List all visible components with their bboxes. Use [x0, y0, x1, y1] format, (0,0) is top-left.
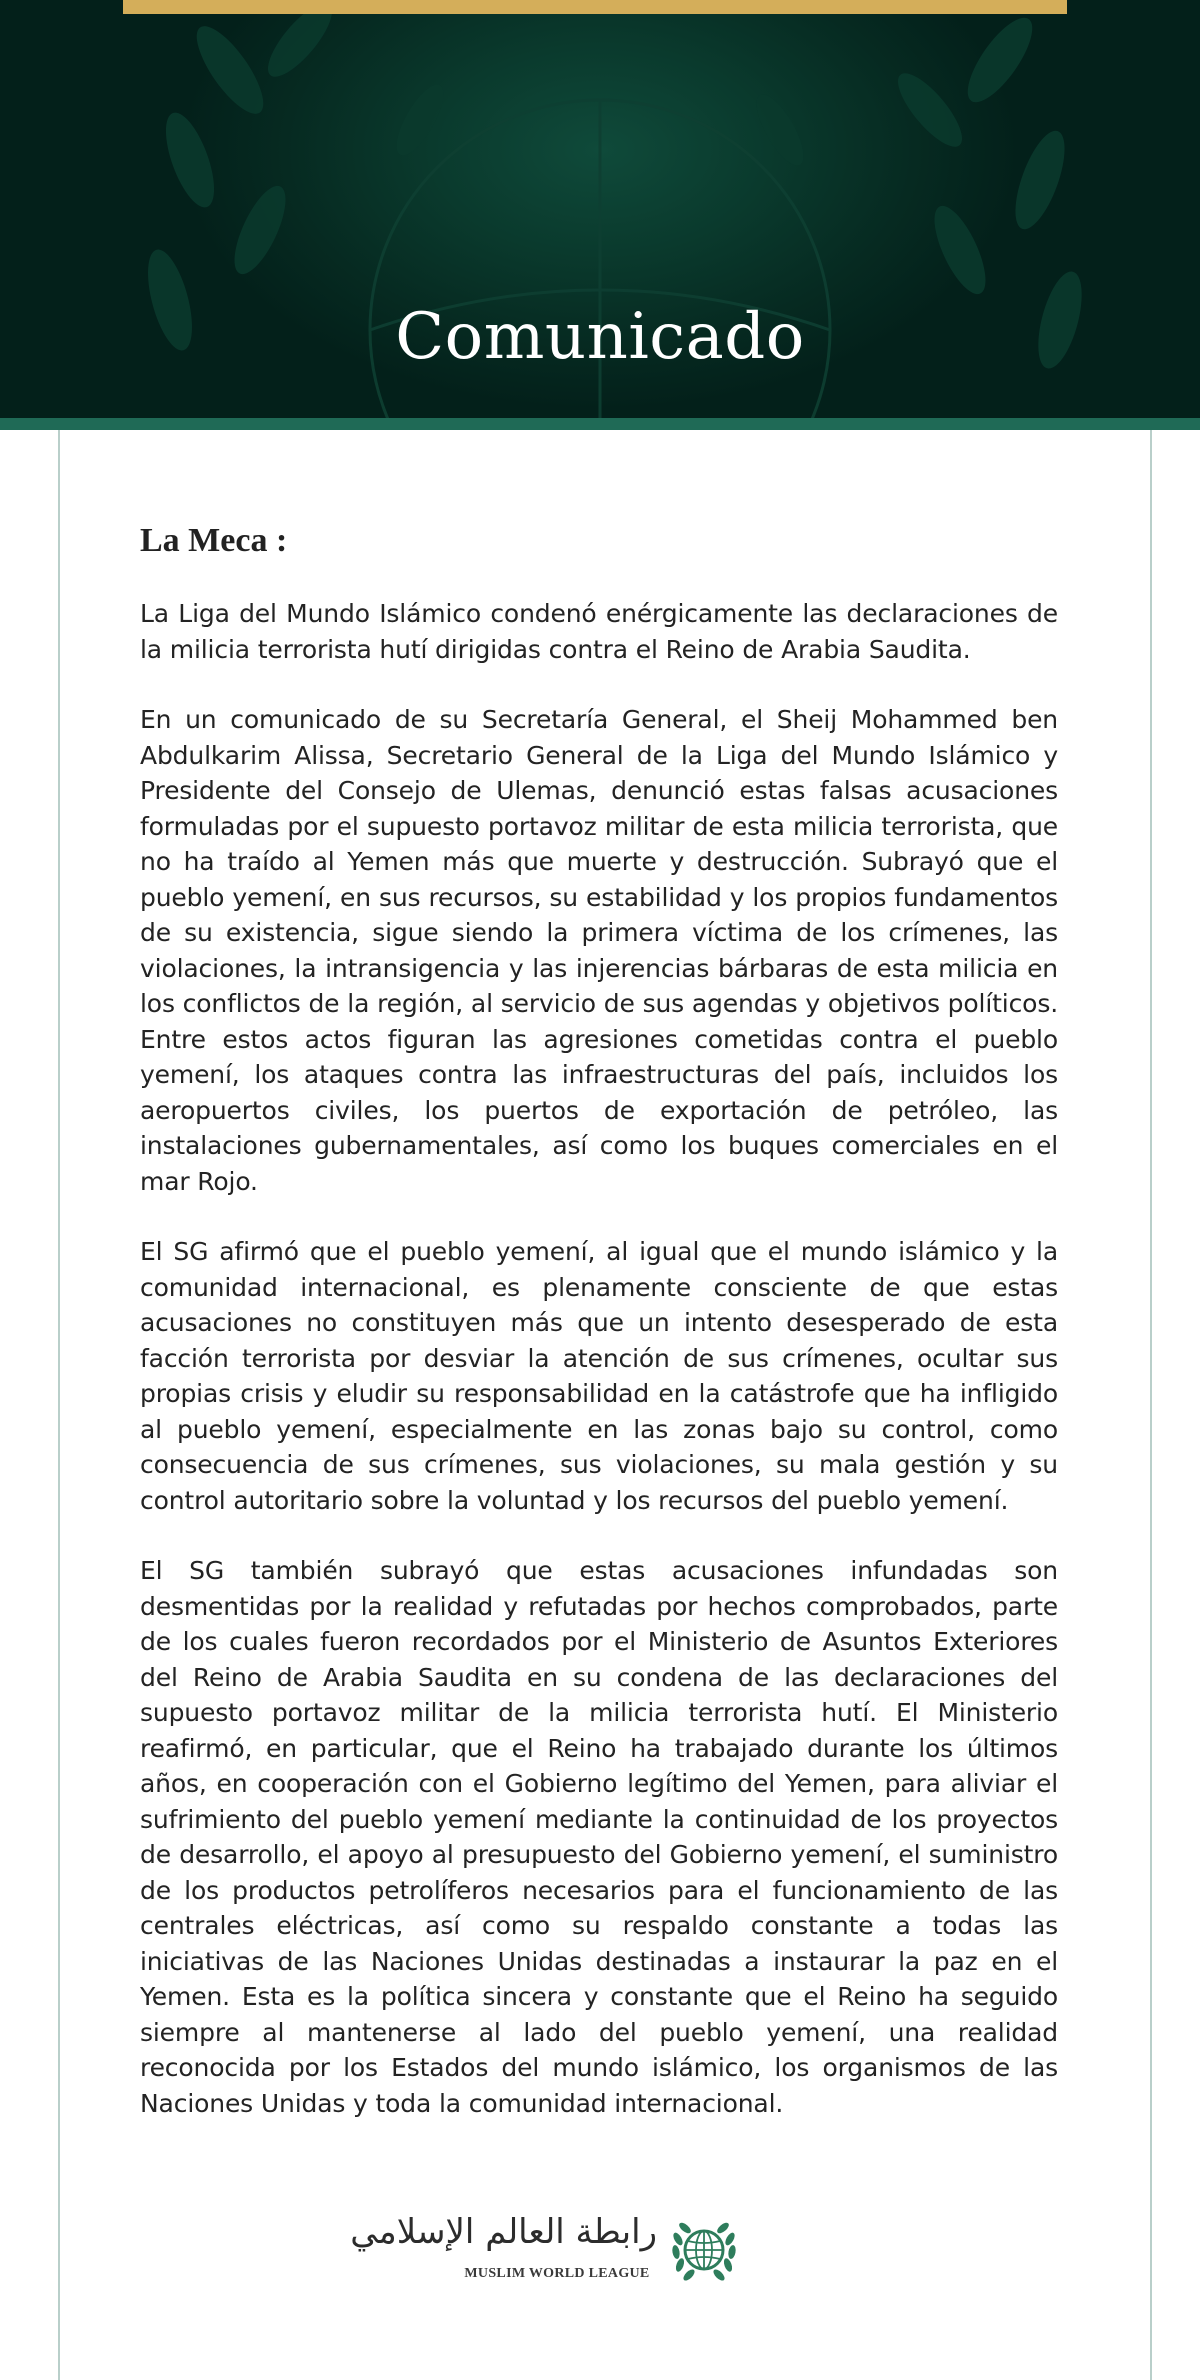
page-title: Comunicado	[395, 300, 805, 374]
globe-laurel-emblem-icon	[667, 2212, 741, 2286]
article-paragraph: El SG afirmó que el pueblo yemení, al igual que el mundo islámico y la comunidad internacional, es plenamente consciente de que estas acusaciones no constituyen más que un intento desesperado de esta facción terrorista por desviar la atención de sus crímenes, ocultar sus propias crisis y eludir su responsabilidad en la catástrofe que ha infligido al pueblo yemení, especialmente en las zonas bajo su control, como consecuencia de sus crímenes, sus violaciones, su mala gestión y su control autoritario sobre la voluntad y los recursos del pueblo yemení.	[140, 1237, 1058, 1515]
article-paragraph: En un comunicado de su Secretaría General, el Sheij Mohammed ben Abdulkarim Alissa, Secretario General de la Liga del Mundo Islámico y Presidente del Consejo de Ulemas, denunció estas falsas acusaciones formuladas por el supuesto portavoz militar de esta milicia terrorista, que no ha traído al Yemen más que muerte y destrucción. Subrayó que el pueblo yemení, en sus recursos, su estabilidad y los propios fundamentos de su existencia, sigue siendo la primera víctima de los crímenes, las violaciones, la intransigencia y las injerencias bárbaras de esta milicia en los conflictos de la región, al servicio de sus agendas y objetivos políticos. Entre estos actos figuran las agresiones cometidas contra el pueblo yemení, los ataques contra las infraestructuras del país, incluidos los aeropuertos civiles, los puertos de exportación de petróleo, las instalaciones gubernamentales, así como los buques comerciales en el mar Rojo.	[140, 705, 1058, 1196]
header-divider-strip	[0, 418, 1200, 430]
logo-arabic-text: رابطة العالم الإسلامي	[350, 2212, 657, 2252]
article-paragraph: La Liga del Mundo Islámico condenó enérgicamente las declaraciones de la milicia terrorista hutí dirigidas contra el Reino de Arabia Saudita.	[140, 599, 1058, 664]
logo-english-text: MUSLIM WORLD LEAGUE	[464, 2266, 650, 2281]
article-body	[140, 520, 1058, 2156]
dateline: La Meca :	[140, 522, 288, 559]
header-banner	[0, 0, 1200, 418]
article-paragraph: El SG también subrayó que estas acusaciones infundadas son desmentidas por la realidad y refutadas por hechos comprobados, parte de los cuales fueron recordados por el Ministerio de Asuntos Exteriores del Reino de Arabia Saudita en su condena de las declaraciones del supuesto portavoz militar de la milicia terrorista hutí. El Ministerio reafirmó, en particular, que el Reino ha trabajado durante los últimos años, en cooperación con el Gobierno legítimo del Yemen, para aliviar el sufrimiento del pueblo yemení mediante la continuidad de los proyectos de desarrollo, el apoyo al presupuesto del Gobierno yemení, el suministro de los productos petrolíferos necesarios para el funcionamiento de las centrales eléctricas, así como su respaldo constante a todas las iniciativas de las Naciones Unidas destinadas a instaurar la paz en el Yemen. Esta es la política sincera y constante que el Reino ha seguido siempre al mantenerse al lado del pueblo yemení, una realidad reconocida por los Estados del mundo islámico, los organismos de las Naciones Unidas y toda la comunidad internacional.	[140, 1556, 1058, 2118]
muslim-world-league-logo	[350, 2208, 745, 2290]
gold-top-bar	[123, 0, 1067, 14]
